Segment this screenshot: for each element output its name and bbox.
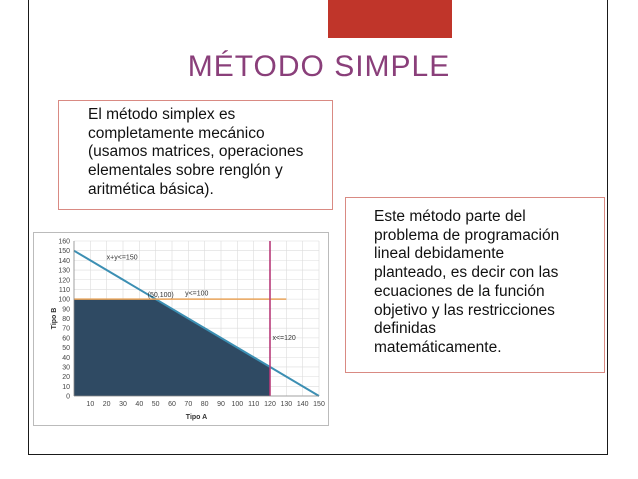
x-axis-title: Tipo A [185, 414, 208, 421]
right-line: problema de programación [374, 226, 560, 244]
y-tick-label: 0 [66, 393, 70, 401]
vertex-label: (50,100) [147, 292, 174, 300]
left-bullet-text [88, 106, 303, 200]
x-tick-label: 20 [102, 401, 111, 408]
x-tick-label: 120 [264, 401, 276, 408]
y-tick-label: 70 [62, 325, 70, 333]
x-tick-label: 110 [248, 401, 260, 408]
x-tick-label: 10 [86, 401, 95, 408]
x-tick-label: 30 [119, 401, 127, 408]
x-tick-label: 40 [135, 401, 144, 408]
lp-chart-svg [34, 233, 328, 425]
right-line: ecuaciones de la función [374, 282, 545, 300]
right-line: objetivo y las restricciones [374, 301, 555, 319]
right-bullet-text [374, 208, 559, 358]
constraint-label: y<=100 [185, 290, 209, 298]
left-line: aritmética básica). [88, 180, 214, 198]
y-tick-label: 90 [62, 306, 70, 314]
right-line: definidas [374, 320, 437, 338]
y-tick-label: 120 [58, 277, 70, 285]
slide-title: MÉTODO SIMPLE [187, 50, 451, 83]
y-tick-label: 20 [62, 374, 70, 382]
y-tick-label: 40 [62, 354, 70, 362]
x-tick-label: 80 [200, 401, 209, 408]
y-tick-label: 30 [62, 364, 70, 372]
right-line: Este método parte del [374, 208, 526, 225]
y-tick-label: 110 [58, 286, 70, 294]
lp-chart [33, 232, 329, 426]
right-line: lineal debidamente [374, 245, 505, 263]
right-line: planteado, es decir con las [374, 264, 559, 282]
y-tick-label: 50 [62, 345, 70, 353]
y-tick-label: 130 [58, 267, 70, 275]
x-tick-label: 90 [217, 401, 225, 408]
constraint-label: x+y<=150 [106, 254, 138, 262]
y-tick-label: 140 [58, 257, 70, 265]
left-line: completamente mecánico [88, 124, 265, 142]
x-tick-label: 50 [151, 401, 160, 408]
y-tick-label: 150 [58, 248, 70, 256]
y-tick-label: 100 [58, 296, 70, 304]
y-tick-label: 160 [58, 238, 70, 246]
y-axis-title: Tipo B [51, 307, 58, 330]
x-tick-label: 130 [280, 401, 293, 408]
x-tick-label: 100 [231, 401, 244, 408]
x-tick-label: 70 [184, 401, 193, 408]
x-tick-label: 60 [168, 401, 176, 408]
y-tick-label: 80 [62, 316, 70, 323]
y-tick-label: 60 [62, 335, 70, 343]
left-line: El método simplex es [88, 106, 236, 123]
x-tick-label: 140 [296, 401, 309, 408]
constraint-label: x<=120 [272, 334, 296, 342]
x-tick-label: 150 [313, 401, 325, 408]
right-line: matemáticamente. [374, 338, 502, 356]
left-line: (usamos matrices, operaciones [88, 143, 304, 161]
accent-bar [328, 0, 452, 38]
y-tick-label: 10 [62, 383, 70, 391]
left-line: elementales sobre renglón y [88, 162, 283, 180]
